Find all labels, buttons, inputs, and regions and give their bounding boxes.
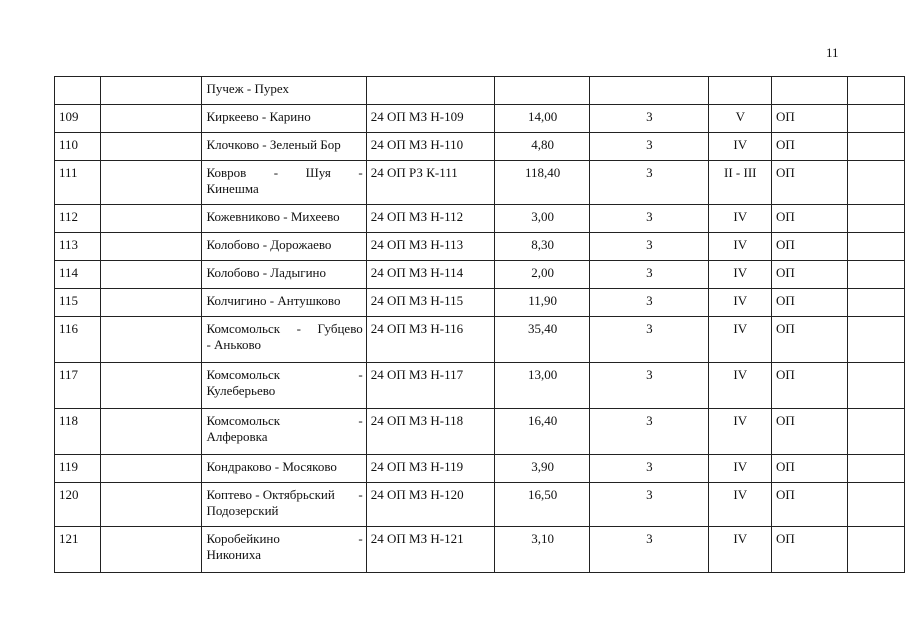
cell-category: 3 bbox=[590, 205, 708, 233]
cell-extra bbox=[848, 233, 905, 261]
name-part: Шуя bbox=[305, 165, 331, 180]
cell-num bbox=[55, 77, 101, 105]
cell-blank bbox=[100, 363, 202, 409]
cell-code: 24 ОП МЗ Н-121 bbox=[366, 527, 494, 573]
cell-num: 119 bbox=[55, 455, 101, 483]
name-part: Комсомольск bbox=[206, 367, 281, 382]
cell-num: 118 bbox=[55, 409, 101, 455]
name-second-line: Кулеберьево bbox=[206, 383, 276, 398]
cell-length: 4,80 bbox=[495, 133, 590, 161]
name-first-line bbox=[206, 165, 362, 181]
table-row bbox=[55, 133, 905, 161]
cell-code: 24 ОП МЗ Н-114 bbox=[366, 261, 494, 289]
cell-code: 24 ОП МЗ Н-115 bbox=[366, 289, 494, 317]
name-first-line bbox=[206, 367, 362, 383]
name-second-line: Подозерский bbox=[206, 503, 279, 518]
cell-code: 24 ОП МЗ Н-120 bbox=[366, 483, 494, 527]
cell-significance: ОП bbox=[771, 205, 847, 233]
cell-name: Киркеево - Карино bbox=[202, 105, 366, 133]
name-part: Губцево bbox=[317, 321, 363, 336]
cell-length: 16,50 bbox=[495, 483, 590, 527]
cell-num: 109 bbox=[55, 105, 101, 133]
name-first-line bbox=[206, 487, 362, 503]
cell-blank bbox=[100, 205, 202, 233]
cell-blank bbox=[100, 317, 202, 363]
cell-length: 118,40 bbox=[495, 161, 590, 205]
cell-category: 3 bbox=[590, 527, 708, 573]
cell-code: 24 ОП МЗ Н-119 bbox=[366, 455, 494, 483]
cell-extra bbox=[848, 77, 905, 105]
cell-class: IV bbox=[708, 233, 771, 261]
cell-name: Колобово - Дорожаево bbox=[202, 233, 366, 261]
cell-code: 24 ОП МЗ Н-117 bbox=[366, 363, 494, 409]
cell-blank bbox=[100, 527, 202, 573]
cell-significance: ОП bbox=[771, 233, 847, 261]
name-part: - bbox=[296, 321, 301, 336]
cell-num: 120 bbox=[55, 483, 101, 527]
cell-code: 24 ОП МЗ Н-113 bbox=[366, 233, 494, 261]
cell-name bbox=[202, 483, 366, 527]
cell-class: II - III bbox=[708, 161, 771, 205]
cell-class: IV bbox=[708, 133, 771, 161]
cell-class: V bbox=[708, 105, 771, 133]
cell-extra bbox=[848, 161, 905, 205]
cell-name: Кожевниково - Михеево bbox=[202, 205, 366, 233]
cell-category bbox=[590, 77, 708, 105]
table-row bbox=[55, 205, 905, 233]
name-second-line: Кинешма bbox=[206, 181, 259, 196]
cell-blank bbox=[100, 483, 202, 527]
cell-class: IV bbox=[708, 205, 771, 233]
roads-table bbox=[54, 76, 905, 573]
cell-extra bbox=[848, 105, 905, 133]
table-row bbox=[55, 317, 905, 363]
table-row bbox=[55, 455, 905, 483]
cell-class: IV bbox=[708, 455, 771, 483]
table-row bbox=[55, 77, 905, 105]
cell-code: 24 ОП МЗ Н-110 bbox=[366, 133, 494, 161]
cell-significance: ОП bbox=[771, 133, 847, 161]
table-row bbox=[55, 161, 905, 205]
cell-name bbox=[202, 363, 366, 409]
name-first-line bbox=[206, 413, 362, 429]
cell-length: 11,90 bbox=[495, 289, 590, 317]
table-row bbox=[55, 409, 905, 455]
cell-category: 3 bbox=[590, 105, 708, 133]
cell-extra bbox=[848, 527, 905, 573]
name-second-line: Алферовка bbox=[206, 429, 268, 444]
name-first-line bbox=[206, 531, 362, 547]
cell-name bbox=[202, 161, 366, 205]
cell-name: Колчигино - Антушково bbox=[202, 289, 366, 317]
cell-extra bbox=[848, 483, 905, 527]
name-part: - bbox=[358, 165, 363, 180]
cell-name bbox=[202, 409, 366, 455]
cell-significance: ОП bbox=[771, 289, 847, 317]
name-second-line: Никониха bbox=[206, 547, 261, 562]
cell-class: IV bbox=[708, 317, 771, 363]
cell-significance: ОП bbox=[771, 317, 847, 363]
cell-name: Пучеж - Пурех bbox=[202, 77, 366, 105]
cell-code: 24 ОП МЗ Н-116 bbox=[366, 317, 494, 363]
cell-blank bbox=[100, 161, 202, 205]
cell-num: 115 bbox=[55, 289, 101, 317]
table-row bbox=[55, 527, 905, 573]
cell-code: 24 ОП МЗ Н-109 bbox=[366, 105, 494, 133]
cell-blank bbox=[100, 105, 202, 133]
cell-significance bbox=[771, 77, 847, 105]
table-row bbox=[55, 233, 905, 261]
cell-length: 14,00 bbox=[495, 105, 590, 133]
cell-extra bbox=[848, 409, 905, 455]
cell-num: 112 bbox=[55, 205, 101, 233]
cell-significance: ОП bbox=[771, 409, 847, 455]
cell-category: 3 bbox=[590, 261, 708, 289]
cell-name: Кондраково - Мосяково bbox=[202, 455, 366, 483]
cell-extra bbox=[848, 261, 905, 289]
cell-significance: ОП bbox=[771, 455, 847, 483]
cell-category: 3 bbox=[590, 233, 708, 261]
cell-category: 3 bbox=[590, 317, 708, 363]
cell-blank bbox=[100, 77, 202, 105]
table-row bbox=[55, 483, 905, 527]
cell-extra bbox=[848, 455, 905, 483]
table-row bbox=[55, 363, 905, 409]
cell-num: 117 bbox=[55, 363, 101, 409]
cell-category: 3 bbox=[590, 409, 708, 455]
cell-num: 111 bbox=[55, 161, 101, 205]
cell-class: IV bbox=[708, 409, 771, 455]
cell-length: 3,00 bbox=[495, 205, 590, 233]
cell-significance: ОП bbox=[771, 261, 847, 289]
name-part: Комсомольск bbox=[206, 413, 281, 428]
name-second-line: - Аньково bbox=[206, 337, 262, 352]
cell-category: 3 bbox=[590, 455, 708, 483]
cell-num: 116 bbox=[55, 317, 101, 363]
cell-code bbox=[366, 77, 494, 105]
cell-length: 2,00 bbox=[495, 261, 590, 289]
cell-class: IV bbox=[708, 527, 771, 573]
name-part: - bbox=[358, 531, 363, 546]
cell-name bbox=[202, 317, 366, 363]
cell-name: Клочково - Зеленый Бор bbox=[202, 133, 366, 161]
cell-name: Колобово - Ладыгино bbox=[202, 261, 366, 289]
cell-category: 3 bbox=[590, 161, 708, 205]
cell-significance: ОП bbox=[771, 363, 847, 409]
name-part: Коробейкино bbox=[206, 531, 280, 546]
cell-num: 110 bbox=[55, 133, 101, 161]
cell-code: 24 ОП МЗ Н-118 bbox=[366, 409, 494, 455]
name-part: - bbox=[358, 487, 363, 502]
cell-blank bbox=[100, 289, 202, 317]
page-number: 11 bbox=[826, 45, 839, 60]
name-part: Коптево - Октябрьский bbox=[206, 487, 335, 502]
cell-length: 35,40 bbox=[495, 317, 590, 363]
cell-class: IV bbox=[708, 483, 771, 527]
cell-num: 114 bbox=[55, 261, 101, 289]
table-row bbox=[55, 105, 905, 133]
cell-extra bbox=[848, 317, 905, 363]
cell-length: 13,00 bbox=[495, 363, 590, 409]
cell-category: 3 bbox=[590, 363, 708, 409]
cell-extra bbox=[848, 363, 905, 409]
name-part: - bbox=[358, 367, 363, 382]
cell-blank bbox=[100, 233, 202, 261]
cell-category: 3 bbox=[590, 133, 708, 161]
cell-significance: ОП bbox=[771, 483, 847, 527]
cell-blank bbox=[100, 133, 202, 161]
cell-class: IV bbox=[708, 363, 771, 409]
cell-class: IV bbox=[708, 289, 771, 317]
cell-code: 24 ОП МЗ Н-112 bbox=[366, 205, 494, 233]
cell-class: IV bbox=[708, 261, 771, 289]
cell-blank bbox=[100, 409, 202, 455]
name-part: Комсомольск bbox=[206, 321, 281, 336]
cell-class bbox=[708, 77, 771, 105]
cell-significance: ОП bbox=[771, 161, 847, 205]
cell-significance: ОП bbox=[771, 527, 847, 573]
cell-category: 3 bbox=[590, 289, 708, 317]
cell-significance: ОП bbox=[771, 105, 847, 133]
name-part: Ковров bbox=[206, 165, 247, 180]
cell-length: 3,10 bbox=[495, 527, 590, 573]
cell-name bbox=[202, 527, 366, 573]
table-row bbox=[55, 261, 905, 289]
cell-blank bbox=[100, 455, 202, 483]
cell-num: 113 bbox=[55, 233, 101, 261]
cell-length bbox=[495, 77, 590, 105]
cell-extra bbox=[848, 289, 905, 317]
table-row bbox=[55, 289, 905, 317]
cell-blank bbox=[100, 261, 202, 289]
cell-code: 24 ОП РЗ К-111 bbox=[366, 161, 494, 205]
cell-extra bbox=[848, 133, 905, 161]
cell-length: 3,90 bbox=[495, 455, 590, 483]
cell-category: 3 bbox=[590, 483, 708, 527]
name-part: - bbox=[273, 165, 279, 180]
cell-length: 16,40 bbox=[495, 409, 590, 455]
cell-length: 8,30 bbox=[495, 233, 590, 261]
name-first-line bbox=[206, 321, 362, 337]
cell-num: 121 bbox=[55, 527, 101, 573]
name-part: - bbox=[358, 413, 363, 428]
cell-extra bbox=[848, 205, 905, 233]
